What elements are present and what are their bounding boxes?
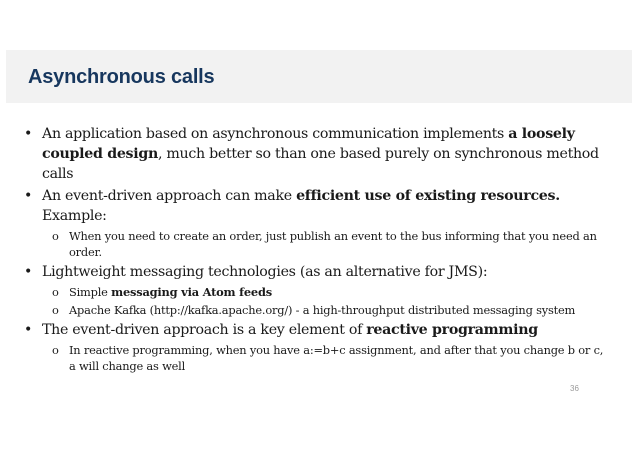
slide-title: Asynchronous calls xyxy=(28,66,215,88)
bullet-item xyxy=(24,124,604,184)
bullet-icon: • xyxy=(24,126,33,142)
bullet-item xyxy=(24,320,604,340)
bullet-icon: • xyxy=(24,264,33,280)
bullet-icon: • xyxy=(24,188,33,204)
sub-bullet-item xyxy=(24,342,604,374)
bullet-text-tail: , much better so than one based purely on synchronous method calls xyxy=(42,146,599,182)
sub-bullet-item xyxy=(24,302,604,318)
bullet-bold-text: efficient use of existing resources. xyxy=(296,188,560,204)
bullet-bold-text: a loosely coupled design xyxy=(42,126,575,162)
sub-bullet-icon: o xyxy=(52,285,59,299)
bullet-text: An application based on asynchronous communication implements xyxy=(42,126,509,142)
sub-bullet-text: In reactive programming, when you have a:=b+c assignment, and after that you change b or c, a will change as well xyxy=(69,343,604,373)
sub-bullet-bold-text: messaging via Atom feeds xyxy=(111,285,272,299)
bullet-text-tail: Example: xyxy=(42,208,107,224)
bullet-item xyxy=(24,262,604,282)
sub-bullet-icon: o xyxy=(52,343,59,357)
sub-bullet-text: When you need to create an order, just publish an event to the bus informing that you need an order. xyxy=(69,229,597,259)
page-number: 36 xyxy=(570,384,579,393)
sub-bullet-text: Apache Kafka (http://kafka.apache.org/) - a high-throughput distributed messaging system xyxy=(69,303,576,317)
bullet-bold-text: reactive programming xyxy=(366,322,538,338)
sub-bullet-icon: o xyxy=(52,229,59,243)
sub-bullet-icon: o xyxy=(52,303,59,317)
sub-bullet-item xyxy=(24,228,604,260)
slide-content xyxy=(24,124,604,376)
bullet-icon: • xyxy=(24,322,33,338)
bullet-item xyxy=(24,186,604,226)
bullet-text: An event-driven approach can make xyxy=(42,188,297,204)
sub-bullet-item xyxy=(24,284,604,300)
sub-bullet-text: Simple xyxy=(69,285,112,299)
bullet-text: The event-driven approach is a key element of xyxy=(42,322,367,338)
bullet-text: Lightweight messaging technologies (as an alternative for JMS): xyxy=(42,264,488,280)
